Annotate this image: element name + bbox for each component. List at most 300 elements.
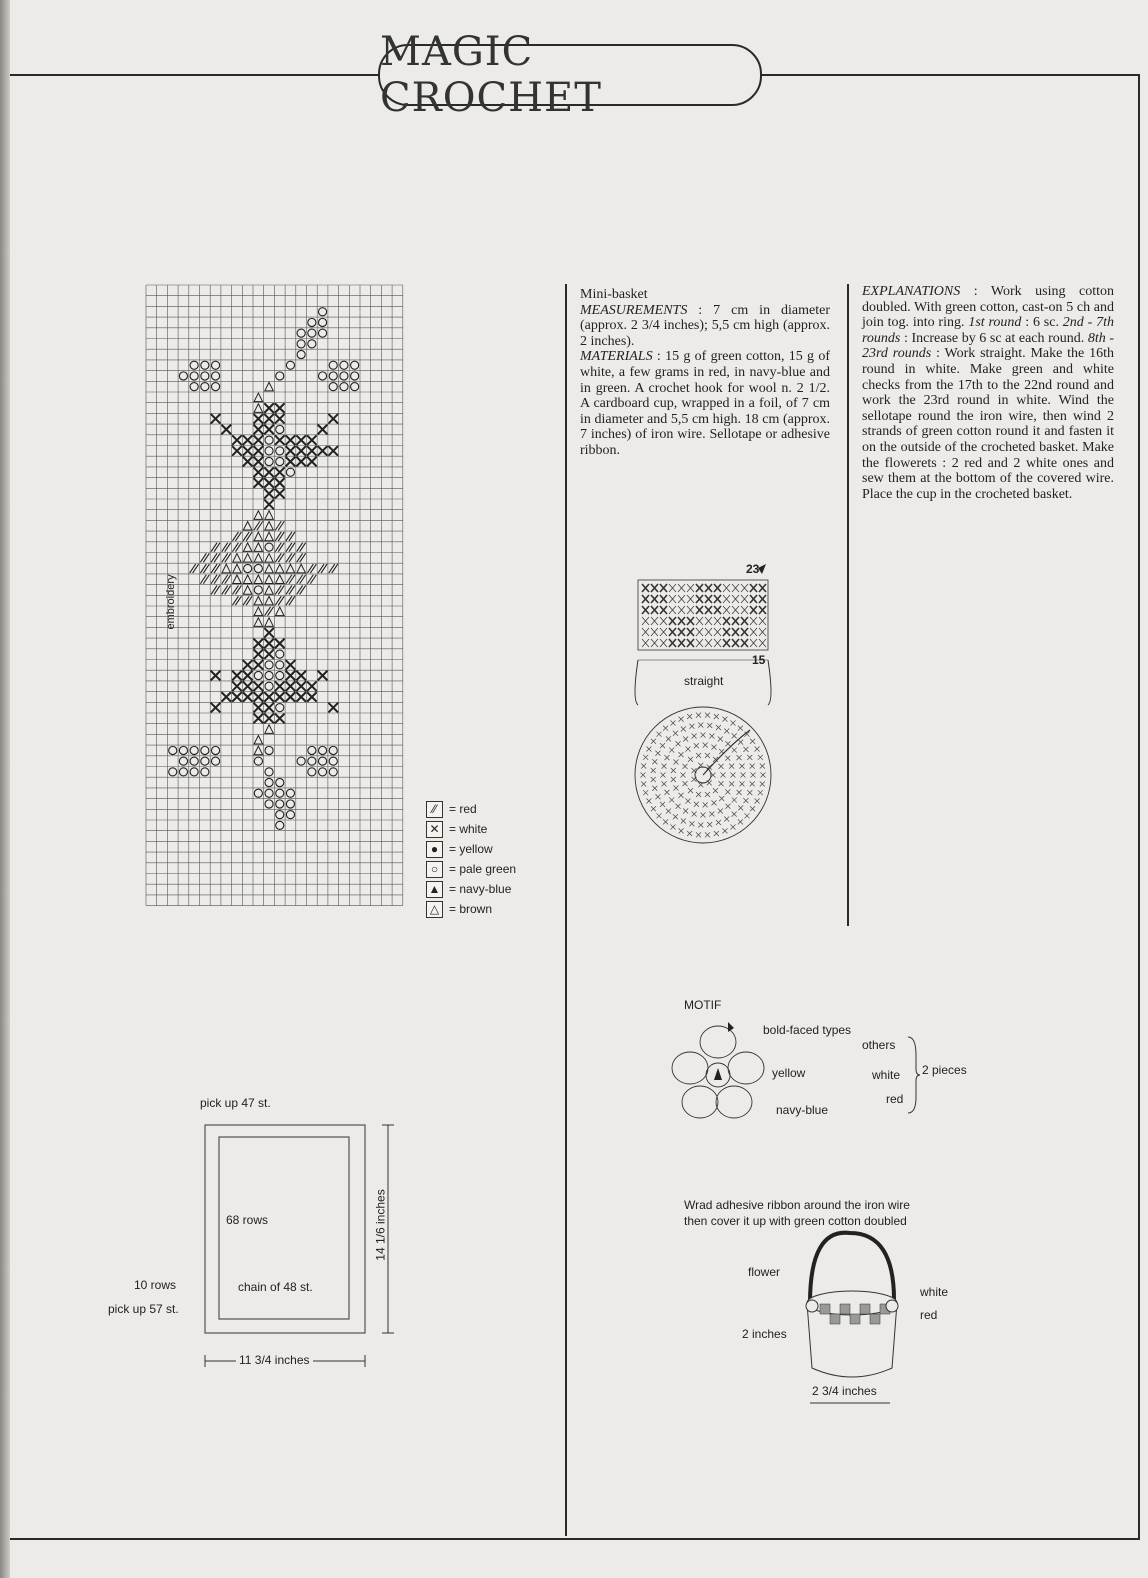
page-binding-edge [0,0,10,1578]
flower-label: flower [748,1265,781,1279]
motif-brace [906,1035,922,1115]
stitch-cross [307,446,317,456]
stitch-circle [286,789,294,797]
base-stitch [646,799,651,804]
stitch-triangle [233,554,242,563]
base-stitch [732,733,737,738]
stitch-circle [276,821,284,829]
base-stitch [686,747,691,752]
base-stitch [703,802,708,807]
stitch-circle [308,318,316,326]
band-stitch [669,617,676,625]
base-stitch [750,764,755,769]
stitch-slash [222,575,231,584]
stitch-circle [329,746,337,754]
stitch-slash [232,543,241,552]
stitch-circle [297,757,305,765]
stitch-circle [265,789,273,797]
base-stitch [719,764,724,769]
stitch-slash [222,543,231,552]
stitch-circle [286,361,294,369]
stitch-slash [275,596,284,605]
stitch-circle [276,671,284,679]
base-stitch [698,723,703,728]
band-stitch [660,595,667,603]
band-stitch [759,628,766,636]
band-stitch [723,606,730,614]
base-stitch [738,740,743,745]
band-stitch [741,606,748,614]
base-stitch [662,781,667,786]
base-stitch [732,748,737,753]
base-stitch [731,721,736,726]
base-stitch [732,812,737,817]
stitch-slash [318,564,327,573]
motif-title: MOTIF [684,998,722,1012]
stitch-cross [254,467,264,477]
mini-basket-title: Mini-basket [580,287,648,302]
stitch-cross [264,628,274,638]
band-stitch [651,617,658,625]
stitch-circle [265,671,273,679]
stitch-cross [254,692,264,702]
stitch-circle [179,746,187,754]
stitch-circle [265,661,273,669]
stitch-circle [190,361,198,369]
stitch-cross [264,425,274,435]
motif-pieces-label: 2 pieces [922,1063,967,1077]
stitch-triangle [222,564,231,573]
stitch-circle [276,425,284,433]
band-stitch [651,606,658,614]
band-stitch [759,595,766,603]
stitch-cross [275,403,285,413]
band-stitch [651,639,658,647]
base-stitch [689,821,694,826]
stitch-cross [328,414,338,424]
base-stitch [738,726,743,731]
base-stitch [722,828,727,833]
chain-48-label: chain of 48 st. [238,1280,313,1294]
basket-height-label: 2 inches [742,1327,787,1341]
base-stitch [724,817,729,822]
base-stitch [751,773,756,778]
base-stitch [750,806,755,811]
stitch-triangle [254,607,263,616]
band-stitch [642,606,649,614]
band-stitch [732,639,739,647]
stitch-cross [211,703,221,713]
band-stitch [705,606,712,614]
stitch-cross [328,446,338,456]
base-stitch [705,832,710,837]
band-stitch [642,617,649,625]
stitch-circle [318,746,326,754]
stitch-circle [201,361,209,369]
basket-white-label: white [920,1285,949,1299]
base-stitch [666,809,671,814]
cross-icon: ✕ [426,821,443,838]
band-stitch [714,606,721,614]
stitch-triangle [265,586,274,595]
base-stitch [673,786,678,791]
base-stitch [671,777,676,782]
base-stitch [651,806,656,811]
pick-up-47-label: pick up 47 st. [200,1096,271,1110]
base-stitch [673,759,678,764]
stitch-cross [254,703,264,713]
base-stitch [662,764,667,769]
band-stitch [687,595,694,603]
stitch-circle [286,800,294,808]
stitch-cross [286,446,296,456]
stitch-cross [264,649,274,659]
stitch-cross [286,457,296,467]
stitch-circle [190,757,198,765]
stitch-triangle [297,564,306,573]
base-stitch [687,831,692,836]
rows-10-label: 10 rows [134,1278,177,1292]
stitch-slash [265,607,274,616]
legend-item: ▲ = navy-blue [426,879,516,899]
stitch-slash [307,564,316,573]
stitch-triangle [254,511,263,520]
stitch-circle [169,768,177,776]
stitch-circle [201,757,209,765]
band-stitch [651,595,658,603]
base-stitch [682,781,687,786]
band-stitch [732,584,739,592]
stitch-cross [243,446,253,456]
base-stitch [688,788,693,793]
stitch-triangle [243,521,252,530]
motif-navy-label: navy-blue [776,1103,829,1117]
base-stitch [714,714,719,719]
stitch-circle [276,811,284,819]
stitch-slash [211,575,220,584]
band-stitch [669,639,676,647]
band-stitch [687,639,694,647]
base-stitch [729,781,734,786]
stitch-cross [318,425,328,435]
base-stitch [652,759,657,764]
band-stitch [723,584,730,592]
base-stitch [738,819,743,824]
base-stitch [705,753,710,758]
stitch-cross [286,692,296,702]
slash-icon: ⁄⁄ [426,801,443,818]
stitch-cross [264,467,274,477]
stitch-circle [329,768,337,776]
base-stitch [696,753,701,758]
stitch-triangle [233,564,242,573]
stitch-cross [275,467,285,477]
stitch-slash [254,521,263,530]
filled-circle-icon: ● [426,841,443,858]
stitch-circle [351,383,359,391]
stitch-cross [318,671,328,681]
base-stitch [660,743,665,748]
band-stitch [696,617,703,625]
stitch-circle [318,757,326,765]
stitch-slash [232,585,241,594]
band-stitch [723,617,730,625]
stitch-slash [222,553,231,562]
legend-item: ○ = pale green [426,859,516,879]
stitch-slash [211,564,220,573]
stitch-cross [211,414,221,424]
stitch-triangle [265,618,274,627]
band-stitch [705,617,712,625]
stitch-cross [307,692,317,702]
base-stitch [689,724,694,729]
stitch-cross [328,703,338,713]
band-stitch [705,595,712,603]
blanket-height-label: 14 1/6 inches [373,1189,388,1261]
stitch-circle [308,768,316,776]
band-stitch [687,628,694,636]
stitch-cross [296,671,306,681]
base-stitch [737,755,742,760]
stitch-cross [211,671,221,681]
base-stitch [652,786,657,791]
stitch-circle [329,757,337,765]
stitch-cross [232,435,242,445]
stitch-cross [254,478,264,488]
stitch-triangle [243,575,252,584]
base-stitch [669,748,674,753]
stitch-circle [254,671,262,679]
base-stitch [725,789,730,794]
circle-icon: ○ [426,861,443,878]
band-stitch [750,639,757,647]
band-stitch [651,584,658,592]
base-stitch [760,781,765,786]
stitch-cross [243,457,253,467]
stitch-triangle [254,596,263,605]
stitch-slash [297,585,306,594]
stitch-cross [254,457,264,467]
others-label: others [862,1038,896,1052]
stitch-slash [307,575,316,584]
stitch-circle [340,372,348,380]
stitch-circle [276,778,284,786]
stitch-triangle [243,543,252,552]
band-stitch [714,639,721,647]
stitch-cross [264,500,274,510]
band-stitch [759,606,766,614]
basket-band-stitches [642,584,766,647]
base-stitch [681,818,686,823]
base-stitch [701,733,706,738]
base-stitch [646,746,651,751]
band-stitch [741,584,748,592]
base-stitch [657,813,662,818]
base-stitch [724,728,729,733]
band-stitch [741,628,748,636]
stitch-slash [275,585,284,594]
base-stitch [714,831,719,836]
base-stitch [718,809,723,814]
base-stitch [651,739,656,744]
stitch-circle [340,361,348,369]
stitch-cross [254,414,264,424]
stitch-cross [296,457,306,467]
stitch-triangle [254,554,263,563]
stitch-cross [232,681,242,691]
stitch-cross [275,478,285,488]
band-stitch [678,606,685,614]
page-title: MAGIC CROCHET [380,29,602,121]
band-stitch [687,584,694,592]
legend-item: ✕ = white [426,819,516,839]
band-stitch [660,606,667,614]
stitch-cross [275,681,285,691]
stitch-cross [264,703,274,713]
stitch-cross [286,681,296,691]
stitch-circle [265,457,273,465]
stitch-triangle [254,393,263,402]
stitch-cross [243,692,253,702]
stitch-cross [243,435,253,445]
band-stitch [678,617,685,625]
base-stitch [750,781,755,786]
base-stitch [686,798,691,803]
base-stitch [737,790,742,795]
flower-icon [886,1300,898,1312]
stitch-circle [276,447,284,455]
stitch-slash [286,596,295,605]
base-stitch [657,732,662,737]
stitch-circle [265,768,273,776]
base-stitch [641,781,646,786]
stitch-circle [254,586,262,594]
chart-legend [426,799,516,919]
band-stitch [732,617,739,625]
stitch-circle [201,383,209,391]
stitch-triangle [243,586,252,595]
stitch-slash [297,575,306,584]
stitch-cross [307,435,317,445]
stitch-cross [254,649,264,659]
page-frame-bottom [10,1538,1140,1540]
stitch-circle [265,543,273,551]
base-stitch [709,734,714,739]
band-stitch [759,584,766,592]
stitch-triangle [243,554,252,563]
stitch-circle [265,800,273,808]
stitch-circle [265,436,273,444]
stitch-cross [264,639,274,649]
base-stitch [679,828,684,833]
base-stitch [671,768,676,773]
base-stitch [761,773,766,778]
base-stitch [660,802,665,807]
band-stitch [642,584,649,592]
stitch-cross [243,660,253,670]
stitch-circle [351,361,359,369]
stitch-circle [351,372,359,380]
stitch-slash [190,564,199,573]
stitch-cross [264,414,274,424]
band-stitch [669,584,676,592]
stitch-triangle [265,596,274,605]
band-stitch [759,617,766,625]
band-stitch [759,639,766,647]
base-stitch [641,773,646,778]
stitch-circle [211,372,219,380]
base-stitch [711,800,716,805]
rows-68-label: 68 rows [226,1213,269,1227]
base-stitch [725,741,730,746]
stitch-slash [211,553,220,562]
base-stitch [651,768,656,773]
band-stitch [660,639,667,647]
chart-side-label: embroidery [165,574,177,630]
band-stitch [696,628,703,636]
stitch-circle [201,372,209,380]
stitch-circle [308,757,316,765]
stitch-cross [264,489,274,499]
base-stitch [643,755,648,760]
base-stitch [663,726,668,731]
stitch-triangle [265,725,274,734]
stitch-circle [265,778,273,786]
stitch-slash [211,543,220,552]
stitch-cross [275,435,285,445]
band-stitch [696,639,703,647]
stitch-cross [254,446,264,456]
base-stitch [725,804,730,809]
band-stitch [669,595,676,603]
filled-triangle-icon: ▲ [426,881,443,898]
basket-construction-diagram [630,560,800,860]
band-stitch [723,595,730,603]
base-stitch [709,811,714,816]
stitch-slash [243,596,252,605]
base-stitch [719,796,724,801]
explanations-text: EXPLANATIONS : Work using cotton doubled. With green cotton, cast-on 5 ch and join tog. into ring. 1st round : 6 sc. 2nd - 7th rounds : Increase by 6 sc at each round. 8th - 23rd rounds : Work straight. Make the 16th round in white. Make green and white checks from the 17th to the 22nd round and work the 23rd round in white. Wind the sellotape round the iron wire, then wind 2 strands of green cotton round it and fasten it on the outside of the crocheted basket. Make the flowerets : 2 red and 2 white ones and sew them at the bottom of the covered wire. Place the cup in the crocheted basket. [862,284,1115,502]
base-stitch [731,824,736,829]
stitch-cross [286,435,296,445]
base-stitch [722,717,727,722]
band-stitch [669,606,676,614]
stitch-slash [243,532,252,541]
base-stitch [750,739,755,744]
base-stitch [664,755,669,760]
stitch-circle [254,757,262,765]
mini-basket-text [580,287,830,459]
stitch-circle [308,340,316,348]
triangle-icon: △ [426,901,443,918]
stitch-circle [169,746,177,754]
stitch-cross [221,692,231,702]
band-stitch [732,595,739,603]
stitch-cross [286,660,296,670]
band-stitch [696,595,703,603]
band-stitch [660,628,667,636]
base-stitch [743,798,748,803]
stitch-cross [254,435,264,445]
stitch-slash [275,521,284,530]
base-stitch [738,805,743,810]
band-stitch [660,617,667,625]
base-stitch [744,813,749,818]
stitch-triangle [254,575,263,584]
stitch-triangle [286,564,295,573]
stitch-cross [318,446,328,456]
stitch-slash [232,596,241,605]
